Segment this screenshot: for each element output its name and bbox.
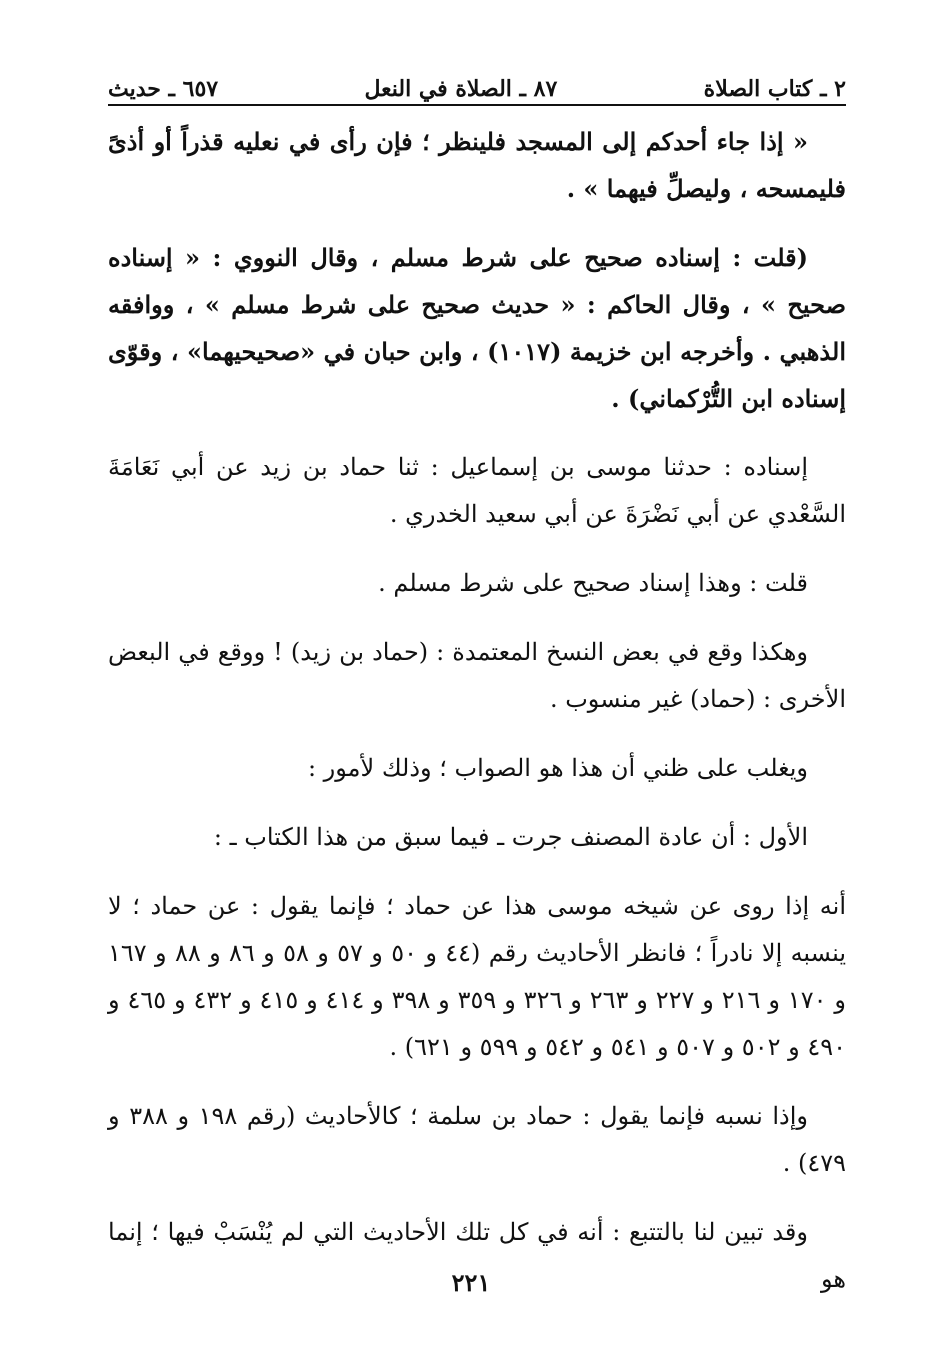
page-number: ٢٢١ xyxy=(451,1268,491,1297)
reasons-intro-paragraph: ويغلب على ظني أن هذا هو الصواب ؛ وذلك لأمور : xyxy=(307,754,808,782)
running-header xyxy=(108,58,846,102)
attribution-paragraph: وإذا نسبه فإنما يقول : حماد بن سلمة ؛ كالأحاديث (رقم ١٩٨ و ٣٨٨ و ٤٧٩) . xyxy=(108,1102,846,1177)
header-book-title: ٢ ـ كتاب الصلاة xyxy=(703,76,846,102)
isnad-paragraph: إسناده : حدثنا موسى بن إسماعيل : ثنا حماد بن زيد عن أبي نَعَامَةَ السَّعْدي عن أبي نَضْرَةَ عن أبي سعيد الخدري . xyxy=(108,453,846,528)
comment-paragraph: قلت : وهذا إسناد صحيح على شرط مسلم . xyxy=(378,569,808,597)
page-body xyxy=(108,118,846,1325)
hadith-references-paragraph: أنه إذا روى عن شيخه موسى هذا عن حماد ؛ فإنما يقول : عن حماد ؛ لا ينسبه إلا نادراً ؛ فانظر الأحاديث رقم (٤٤ و ٥٠ و ٥٧ و ٥٨ و ٨٦ و ٨٨ و ١٦٧ و ١٧٠ و ٢١٦ و ٢٢٧ و ٢٦٣ و ٣٢٦ و ٣٥٩ و ٣٩٨ و ٤١٤ و ٤١٥ و ٤٣٢ و ٤٦٥ و ٤٩٠ و ٥٠٢ و ٥٠٧ و ٥٤١ و ٥٤٢ و ٥٩٩ و ٦٢١) . xyxy=(108,892,847,1061)
header-chapter-title: ٨٧ ـ الصلاة في النعل xyxy=(364,76,558,102)
hadith-text: « إذا جاء أحدكم إلى المسجد فلينظر ؛ فإن رأى في نعليه قذراً أو أذىً فليمسحه ، وليصلِّ فيهما » . xyxy=(108,127,846,203)
first-reason-paragraph: الأول : أن عادة المصنف جرت ـ فيما سبق من هذا الكتاب ـ : xyxy=(213,823,808,851)
manuscripts-paragraph: وهكذا وقع في بعض النسخ المعتمدة : (حماد بن زيد) ! ووقع في البعض الأخرى : (حماد) غير منسوب . xyxy=(108,638,846,713)
grading-note: (قلت : إسناده صحيح على شرط مسلم ، وقال النووي : « إسناده صحيح » ، وقال الحاكم : « حديث صحيح على شرط مسلم » ، ووافقه الذهبي . وأخرجه ابن خزيمة (١٠١٧) ، وابن حبان في «صحيحيهما» ، وقوّى إسناده ابن التُّرْكماني) . xyxy=(108,243,846,413)
conclusion-paragraph: وقد تبين لنا بالتتبع : أنه في كل تلك الأحاديث التي لم يُنْسَبْ فيها ؛ إنما هو xyxy=(108,1218,846,1293)
header-hadith-number: ٦٥٧ ـ حديث xyxy=(108,76,219,102)
header-divider xyxy=(108,104,846,106)
